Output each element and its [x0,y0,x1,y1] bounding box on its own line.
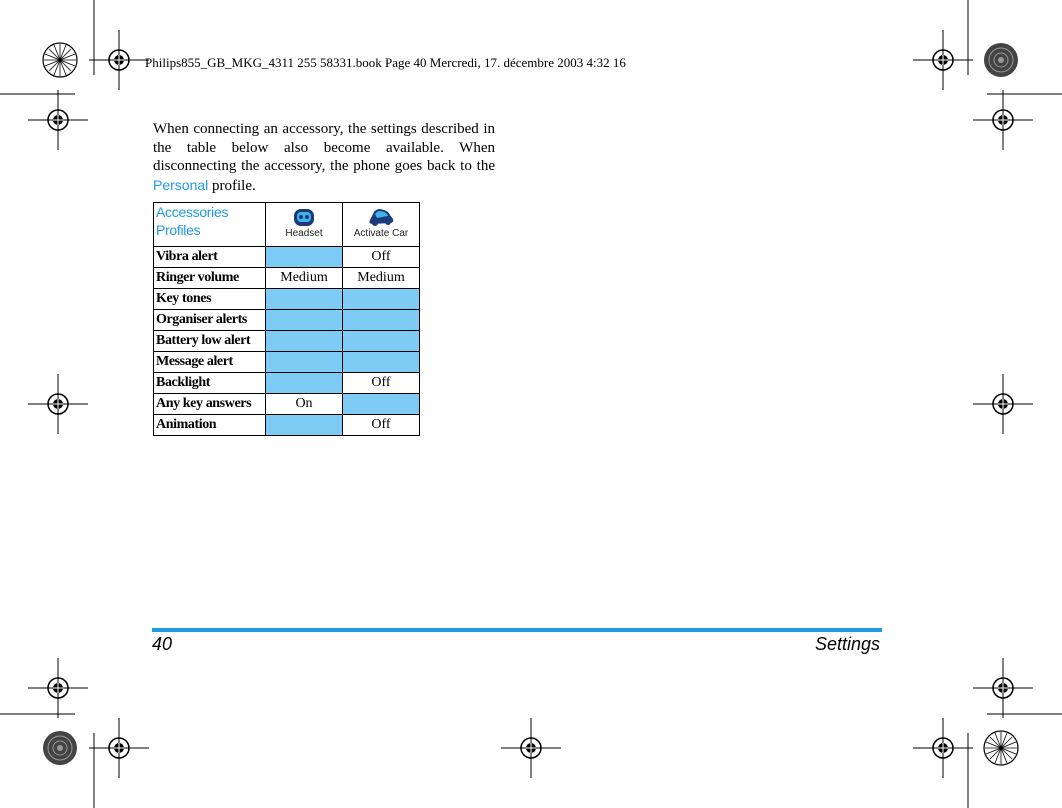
car-label: Activate Car [353,228,409,239]
header-label-cell [154,203,266,247]
headset-value: Medium [266,268,343,289]
car-value [343,310,420,331]
headset-value: On [266,394,343,415]
car-value [343,394,420,415]
row-label: Ringer volume [154,268,266,289]
header-accessories: Accessories [156,204,229,220]
table-row [154,310,420,331]
personal-profile-name: Personal [153,176,209,193]
car-value: Off [343,247,420,268]
header-headset-cell [266,203,343,247]
row-label: Backlight [154,373,266,394]
table-row [154,331,420,352]
section-title: Settings [814,634,880,654]
headset-value [266,331,343,352]
table-row [154,373,420,394]
intro-text-after: profile. [208,177,256,194]
intro-paragraph [153,120,495,195]
headset-label: Headset [285,228,323,239]
table-row [154,268,420,289]
car-value: Off [343,373,420,394]
headset-value [266,310,343,331]
row-label: Battery low alert [154,331,266,352]
accessory-profiles-table [153,202,420,436]
table-row [154,415,420,436]
row-label: Key tones [154,289,266,310]
headset-value [266,352,343,373]
table-row [154,394,420,415]
headset-value [266,373,343,394]
car-value: Off [343,415,420,436]
header-car-cell [343,203,420,247]
car-value: Medium [343,268,420,289]
table-row [154,352,420,373]
headset-value [266,415,343,436]
row-label: Vibra alert [154,247,266,268]
car-value [343,352,420,373]
header-profiles: Profiles [156,222,201,238]
row-label: Any key answers [154,394,266,415]
headset-icon [291,206,317,228]
intro-text-before: When connecting an accessory, the settings described in the table below also become available. When disconnecting the accessory, the phone goes back to the [153,121,495,174]
row-label: Message alert [154,352,266,373]
footer-rule [152,628,882,632]
print-slug: Philips855_GB_MKG_4311 255 58331.book Page 40 Mercredi, 17. décembre 2003 4:32 16 [145,55,626,70]
row-label: Organiser alerts [154,310,266,331]
car-value [343,331,420,352]
table-header-row [154,203,420,247]
row-label: Animation [154,415,266,436]
car-icon [366,206,396,228]
headset-value [266,289,343,310]
headset-value [266,247,343,268]
page-number: 40 [152,634,173,654]
table-row [154,247,420,268]
table-row [154,289,420,310]
car-value [343,289,420,310]
